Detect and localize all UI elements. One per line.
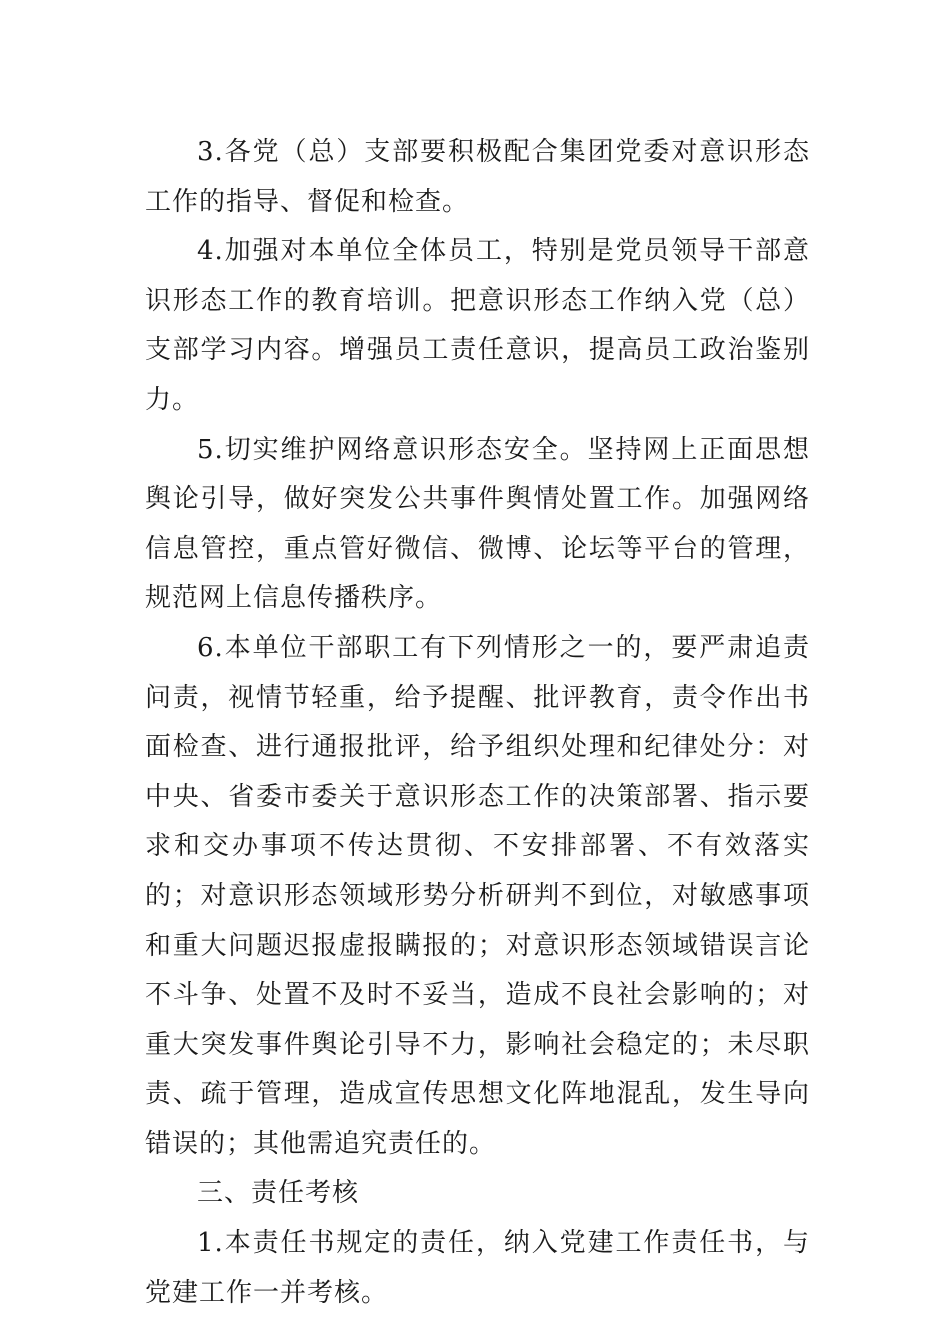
paragraph-item-5-network-security: 5.切实维护网络意识形态安全。坚持网上正面思想舆论引导，做好突发公共事件舆情处置工作。加强网络信息管控，重点管好微信、微博、论坛等平台的管理，规范网上信息传播秩序。 [145,434,810,614]
paragraph-assessment-item-1: 1.本责任书规定的责任，纳入党建工作责任书，与党建工作一并考核。 [145,1228,810,1308]
paragraph-item-3-guidance: 3.各党（总）支部要积极配合集团党委对意识形态工作的指导、督促和检查。 [145,137,810,217]
document-body [145,128,810,1318]
paragraph-item-4-training: 4.加强对本单位全体员工，特别是党员领导干部意识形态工作的教育培训。把意识形态工作纳入党（总）支部学习内容。增强员工责任意识，提高员工政治鉴别力。 [145,236,810,415]
paragraph-item-6-accountability: 6.本单位干部职工有下列情形之一的，要严肃追责问责，视情节轻重，给予提醒、批评教育，责令作出书面检查、进行通报批评，给予组织处理和纪律处分：对中央、省委市委关于意识形态工作的决策部署、指示要求和交办事项不传达贯彻、不安排部署、不有效落实的；对意识形态领域形势分析研判不到位，对敏感事项和重大问题迟报虚报瞒报的；对意识形态领域错误言论不斗争、处置不及时不妥当，造成不良社会影响的；对重大突发事件舆论引导不力，影响社会稳定的；未尽职责、疏于管理，造成宣传思想文化阵地混乱，发生导向错误的；其他需追究责任的。 [145,632,810,1159]
section-heading-responsibility-assessment: 三、责任考核 [197,1178,360,1209]
